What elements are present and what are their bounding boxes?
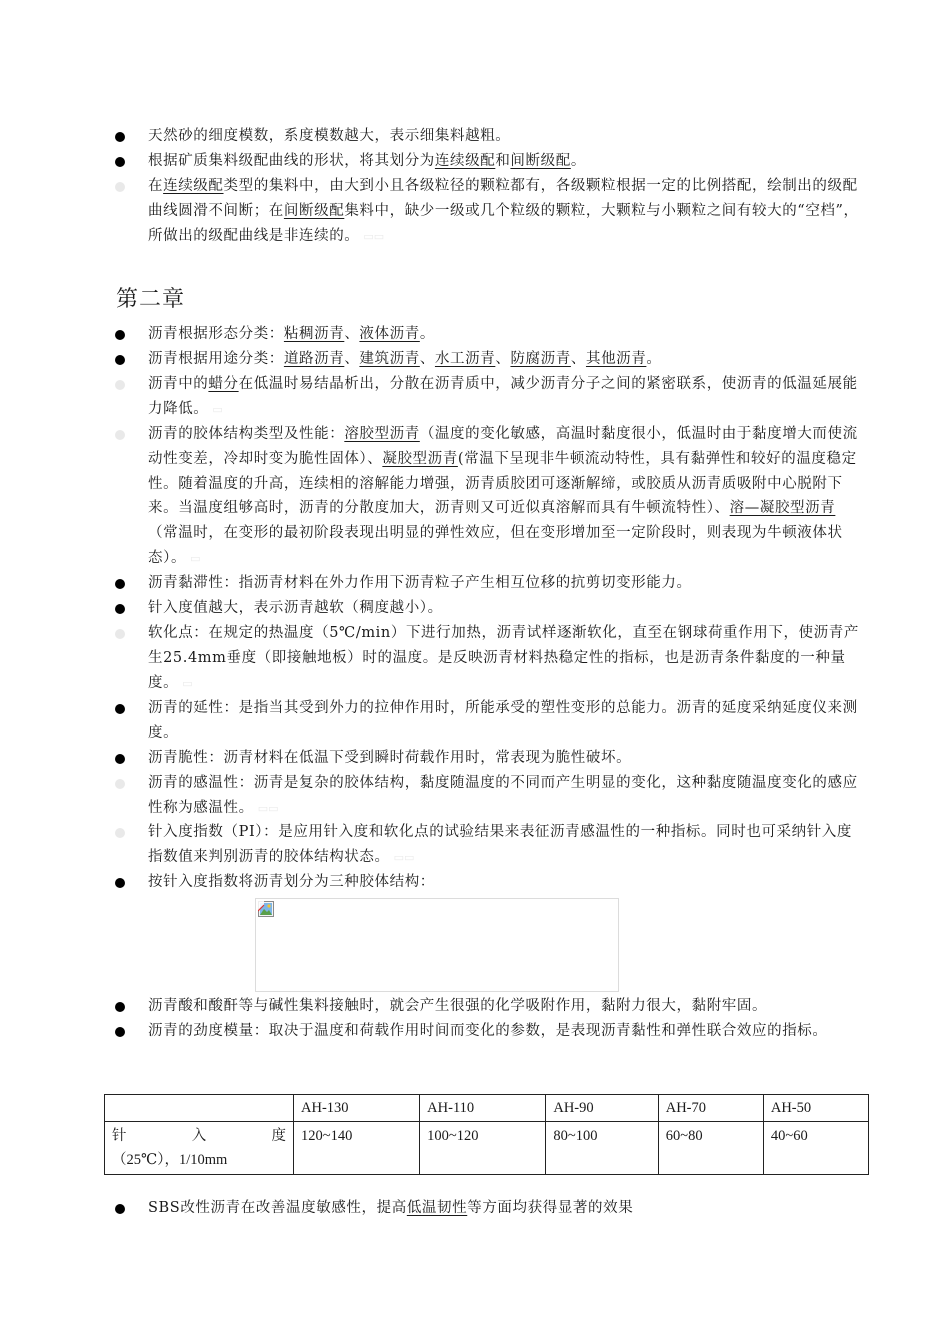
watermark-mark: ▭▭ bbox=[363, 229, 385, 243]
watermark-mark: ▭▭ bbox=[257, 801, 279, 815]
list-item: 沥青根据用途分类：道路沥青、建筑沥青、水工沥青、防腐沥青、其他沥青。 bbox=[148, 347, 860, 372]
term-link: 溶—凝胶型沥青 bbox=[729, 500, 836, 517]
bullet-dot-icon bbox=[115, 754, 125, 764]
list-item: 根据矿质集料级配曲线的形状，将其划分为连续级配和间断级配。 bbox=[148, 149, 860, 174]
term-link: 防腐沥青 bbox=[510, 351, 571, 367]
term-link: 水工沥青 bbox=[434, 351, 496, 367]
term-link: 其他沥青 bbox=[585, 351, 647, 367]
table-cell: 100~120 bbox=[420, 1122, 546, 1175]
table-header-cell bbox=[105, 1095, 294, 1122]
row-label-line1: 针 入 度 bbox=[112, 1128, 286, 1144]
list-item: 针入度指数（PI）：是应用针入度和软化点的试验结果来表征沥青感温性的一种指标。同时也可采纳针入度指数值来判别沥青的胶体结构状态。 ▭▭ bbox=[148, 820, 860, 871]
penetration-table bbox=[104, 1094, 869, 1175]
list-item: 沥青根据形态分类：粘稠沥青、液体沥青。 bbox=[148, 322, 860, 347]
bullet-dot-icon bbox=[115, 430, 125, 440]
term-link: 连续级配 bbox=[434, 153, 496, 169]
table-cell: 80~100 bbox=[546, 1122, 658, 1175]
list-item: 按针入度指数将沥青划分为三种胶体结构： bbox=[148, 870, 860, 895]
bullet-dot-icon bbox=[115, 828, 125, 838]
bullet-dot-icon bbox=[115, 579, 125, 589]
bullet-dot-icon bbox=[115, 182, 125, 192]
term-link: 道路沥青 bbox=[283, 351, 345, 367]
bullet-dot-icon bbox=[115, 355, 125, 365]
list-item: 沥青中的蜡分在低温时易结晶析出，分散在沥青质中，减少沥青分子之间的紧密联系，使沥青的低温延展能力降低。 ▭ bbox=[148, 372, 860, 423]
bullet-dot-icon bbox=[115, 1027, 125, 1037]
term-link: 间断级配 bbox=[283, 202, 345, 219]
table-cell: 60~80 bbox=[658, 1122, 763, 1175]
bullet-dot-icon bbox=[115, 157, 125, 167]
list-item: 沥青黏滞性：指沥青材料在外力作用下沥青粒子产生相互位移的抗剪切变形能力。 bbox=[148, 571, 860, 596]
term-link: 蜡分 bbox=[208, 376, 239, 392]
list-item: 在连续级配类型的集料中，由大到小且各级粒径的颗粒都有，各级颗粒根据一定的比例搭配，绘制出的级配曲线圆滑不间断；在间断级配集料中，缺少一级或几个粒级的颗粒，大颗粒与小颗粒之间有较大的“空档”，所做出的级配曲线是非连续的。 ▭▭ bbox=[148, 174, 860, 249]
table-row bbox=[105, 1122, 869, 1175]
list-item: 沥青酸和酸酐等与碱性集料接触时，就会产生很强的化学吸附作用，黏附力很大，黏附牢固。 bbox=[148, 994, 860, 1019]
list-item: 针入度值越大，表示沥青越软（稠度越小）。 bbox=[148, 596, 860, 621]
row-label-line2: （25℃），1/10mm bbox=[112, 1152, 228, 1168]
bullet-dot-icon bbox=[115, 1204, 125, 1214]
table-cell: 40~60 bbox=[763, 1122, 868, 1175]
list-item: 沥青的延性：是指当其受到外力的拉伸作用时，所能承受的塑性变形的总能力。沥青的延度采纳延度仪来测度。 bbox=[148, 696, 860, 746]
table-header-cell: AH-90 bbox=[546, 1095, 658, 1122]
table-header-cell: AH-130 bbox=[294, 1095, 420, 1122]
bullet-dot-icon bbox=[115, 604, 125, 614]
list-item: 软化点：在规定的热温度（5℃/min）下进行加热，沥青试样逐渐软化，直至在钢球荷重作用下，使沥青产生25.4mm垂度（即接触地板）时的温度。是反映沥青材料热稳定性的指标，也是沥青条件黏度的一种量度。 ▭ bbox=[148, 621, 860, 696]
term-link: 凝胶型沥青 bbox=[382, 450, 458, 467]
watermark-mark: ▭ bbox=[182, 676, 193, 690]
table-header-row bbox=[105, 1095, 869, 1122]
term-link: 粘稠沥青 bbox=[283, 326, 345, 342]
watermark-mark: ▭ bbox=[190, 551, 201, 565]
watermark-mark: ▭▭ bbox=[393, 850, 415, 864]
term-link: 溶胶型沥青 bbox=[344, 426, 420, 442]
chapter-heading: 第二章 bbox=[116, 287, 186, 312]
bullet-dot-icon bbox=[115, 1002, 125, 1012]
table-header-cell: AH-70 bbox=[658, 1095, 763, 1122]
term-link: 连续级配 bbox=[163, 178, 224, 194]
list-item: 沥青脆性：沥青材料在低温下受到瞬时荷载作用时，常表现为脆性破坏。 bbox=[148, 746, 860, 771]
table-cell: 120~140 bbox=[294, 1122, 420, 1175]
bullet-dot-icon bbox=[115, 330, 125, 340]
row-label-cell bbox=[105, 1122, 294, 1175]
list-item: 天然砂的细度模数，系度模数越大，表示细集料越粗。 bbox=[148, 124, 860, 149]
bullet-dot-icon bbox=[115, 704, 125, 714]
term-link: 液体沥青 bbox=[359, 326, 420, 342]
term-link: 间断级配 bbox=[510, 153, 571, 169]
list-item: 沥青的胶体结构类型及性能：溶胶型沥青（温度的变化敏感，高温时黏度很小，低温时由于黏度增大而使流动性变差，冷却时变为脆性固体）、凝胶型沥青(常温下呈现非牛顿流动特性，具有黏弹性和较好的温度稳定性。随着温度的升高，连续相的溶解能力增强，沥青质胶团可逐渐解缔，或胶质从沥青质吸附中心脱附下来。当温度组够高时，沥青的分散度加大，沥青则又可近似真溶解而具有牛顿流特性）、溶—凝胶型沥青（常温时，在变形的最初阶段表现出明显的弹性效应，但在变形增加至一定阶段时，则表现为牛顿液体状态）。 ▭ bbox=[148, 422, 860, 572]
term-link: 低温韧性 bbox=[406, 1200, 468, 1216]
bullet-dot-icon bbox=[115, 878, 125, 888]
bullet-dot-icon bbox=[115, 132, 125, 142]
bullet-dot-icon bbox=[115, 779, 125, 789]
bullet-dot-icon bbox=[115, 380, 125, 390]
bullet-dot-icon bbox=[115, 629, 125, 639]
list-item: 沥青的劲度模量：取决于温度和荷载作用时间而变化的参数，是表现沥青黏性和弹性联合效应的指标。 bbox=[148, 1019, 860, 1044]
table-header-cell: AH-50 bbox=[763, 1095, 868, 1122]
broken-image-icon bbox=[258, 901, 274, 917]
list-item: 沥青的感温性：沥青是复杂的胶体结构，黏度随温度的不同而产生明显的变化，这种黏度随温度变化的感应性称为感温性。 ▭▭ bbox=[148, 771, 860, 822]
term-link: 建筑沥青 bbox=[359, 351, 420, 367]
list-item: SBS改性沥青在改善温度敏感性，提高低温韧性等方面均获得显著的效果 bbox=[148, 1196, 860, 1221]
table-header-cell: AH-110 bbox=[420, 1095, 546, 1122]
image-placeholder bbox=[255, 898, 619, 992]
watermark-mark: ▭ bbox=[212, 402, 223, 416]
